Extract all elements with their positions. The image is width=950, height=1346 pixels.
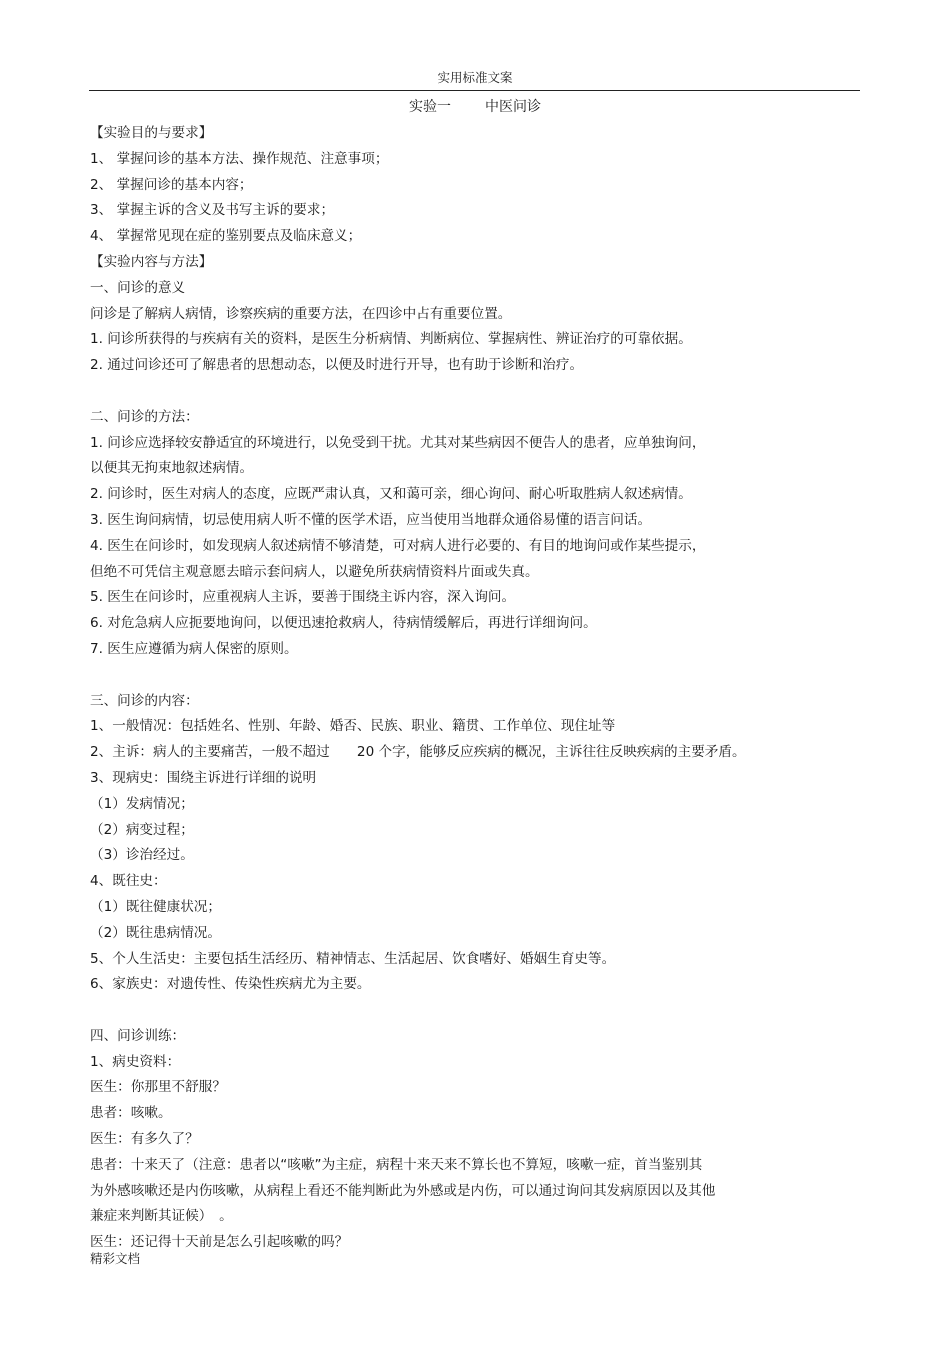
document-body [90, 121, 870, 1256]
text-line: 4、既往史： [90, 873, 167, 890]
text-line: 1. 问诊所获得的与疾病有关的资料，是医生分析病情、判断病位、掌握病性、辨证治疗的可靠依据。 [90, 331, 692, 348]
page-footer: 精彩文档 [90, 1251, 141, 1266]
text-line: 医生：你那里不舒服？ [90, 1079, 226, 1096]
text-line: 三、问诊的内容： [90, 692, 199, 709]
blank-line [90, 663, 870, 689]
text-line: 以便其无拘束地叙述病情。 [90, 460, 254, 477]
text-line: 2、主诉：病人的主要痛苦，一般不超过 20 个字，能够反应疾病的概况，主诉往往反映疾病的主要矛盾。 [90, 744, 746, 761]
text-line: 1、一般情况：包括姓名、性别、年龄、婚否、民族、职业、籍贯、工作单位、现住址等 [90, 718, 616, 735]
text-line: （3）诊治经过。 [90, 847, 194, 864]
text-line: 3、 掌握主诉的含义及书写主诉的要求； [90, 202, 335, 219]
text-line: 4、 掌握常见现在症的鉴别要点及临床意义； [90, 228, 362, 245]
document-title [0, 96, 950, 116]
text-line: 问诊是了解病人病情，诊察疾病的重要方法，在四诊中占有重要位置。 [90, 305, 512, 322]
text-line: 6. 对危急病人应扼要地询问，以便迅速抢救病人，待病情缓解后，再进行详细询问。 [90, 615, 597, 632]
text-line: 3. 医生询问病情，切忌使用病人听不懂的医学术语，应当使用当地群众通俗易懂的语言问话。 [90, 511, 652, 528]
header-divider [89, 90, 860, 91]
text-line: 为外感咳嗽还是内伤咳嗽，从病程上看还不能判断此为外感或是内伤，可以通过询问其发病原因以及其他 [90, 1182, 716, 1199]
text-line: 1. 问诊应选择较安静适宜的环境进行，以免受到干扰。尤其对某些病因不便告人的患者，应单独询问， [90, 434, 706, 451]
text-line: 2. 通过问诊还可了解患者的思想动态，以便及时进行开导，也有助于诊断和治疗。 [90, 357, 584, 374]
text-line: 患者：咳嗽。 [90, 1105, 172, 1122]
text-line: 【实验目的与要求】 [90, 125, 213, 141]
text-line: （2）病变过程； [90, 821, 194, 838]
text-line: 【实验内容与方法】 [90, 253, 213, 270]
title-part-1: 实验一 [409, 99, 451, 115]
text-line: 5、个人生活史：主要包括生活经历、精神情志、生活起居、饮食嗜好、婚姻生育史等。 [90, 950, 616, 967]
text-line: 1、 掌握问诊的基本方法、操作规范、注意事项； [90, 150, 389, 167]
text-line: 4. 医生在问诊时，如发现病人叙述病情不够清楚，可对病人进行必要的、有目的地询问或作某些提示， [90, 537, 706, 554]
text-line: 兼症来判断其证候） 。 [90, 1208, 233, 1225]
text-line: 医生：还记得十天前是怎么引起咳嗽的吗？ [90, 1234, 349, 1251]
text-line: 二、问诊的方法： [90, 408, 199, 425]
text-line: 一、问诊的意义 [90, 279, 186, 296]
text-line: （1）发病情况； [90, 795, 194, 812]
text-line: （2）既往患病情况。 [90, 924, 221, 941]
text-line: 6、家族史：对遗传性、传染性疾病尤为主要。 [90, 976, 371, 993]
text-line: （1）既往健康状况； [90, 898, 221, 915]
text-line: 患者：十来天了（注意：患者以“咳嗽”为主症，病程十来天来不算长也不算短，咳嗽一症，首当鉴别其 [90, 1156, 703, 1173]
text-line: 医生：有多久了？ [90, 1131, 199, 1148]
text-line: 2. 问诊时，医生对病人的态度，应既严肃认真，又和蔼可亲，细心询问、耐心听取胜病人叙述病情。 [90, 486, 692, 503]
text-line: 但绝不可凭信主观意愿去暗示套问病人，以避免所获病情资料片面或失真。 [90, 563, 539, 580]
text-line: 2、 掌握问诊的基本内容； [90, 176, 253, 193]
title-part-2: 中医问诊 [485, 99, 541, 115]
blank-line [90, 998, 870, 1024]
text-line: 1、病史资料： [90, 1053, 181, 1070]
blank-line [90, 379, 870, 405]
text-line: 3、现病史：围绕主诉进行详细的说明 [90, 769, 317, 786]
text-line: 5. 医生在问诊时，应重视病人主诉，要善于围绕主诉内容，深入询问。 [90, 589, 516, 606]
page-header: 实用标准文案 [437, 70, 513, 85]
text-line: 7. 医生应遵循为病人保密的原则。 [90, 640, 298, 657]
text-line: 四、问诊训练： [90, 1027, 186, 1044]
